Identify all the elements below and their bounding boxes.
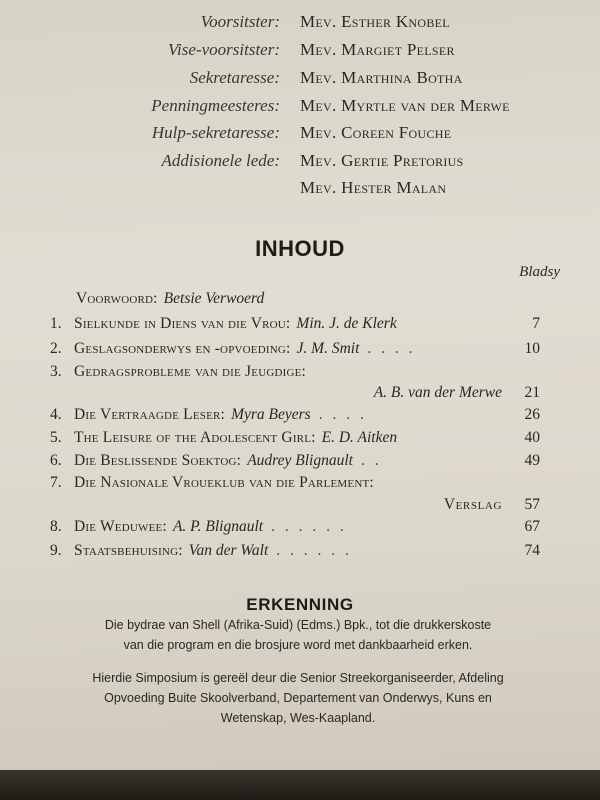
- entry-number: 7.: [50, 474, 62, 491]
- entry-number: 8.: [50, 518, 62, 535]
- committee-name: Mev. Gertie Pretorius: [300, 151, 464, 170]
- entry-page: 21: [524, 384, 540, 401]
- contents-entry: [50, 518, 550, 542]
- foreword-line: [76, 290, 576, 314]
- entry-page: 7: [532, 315, 540, 332]
- entry-title: Geslagsonderwys en -opvoeding:: [74, 340, 291, 357]
- acknowledgement-text: [48, 615, 548, 655]
- entry-number: 9.: [50, 542, 62, 559]
- contents-entry: [50, 452, 550, 476]
- entry-title: Die Weduwee:: [74, 518, 167, 535]
- entry-number: 1.: [50, 315, 62, 332]
- committee-name: Mev. Hester Malan: [300, 178, 447, 197]
- entry-leader: . . . . . .: [271, 518, 347, 535]
- entry-page: 57: [524, 496, 540, 513]
- committee-role: Hulp-sekretaresse:: [151, 123, 280, 142]
- contents-entry-continuation: [50, 384, 550, 408]
- entry-leader: . . . . . .: [276, 542, 352, 559]
- entry-page: 10: [524, 340, 540, 357]
- entry-author: Verslag: [443, 496, 502, 513]
- background-surface: [0, 770, 600, 800]
- contents-entry: [50, 542, 550, 566]
- organiser-line: Opvoeding Buite Skoolverband, Departement van Onderwys, Kuns en: [104, 691, 492, 705]
- contents-entry: [50, 406, 550, 430]
- entry-leader: . . . .: [367, 340, 416, 357]
- page-column-label: Bladsy: [519, 264, 560, 280]
- entry-number: 3.: [50, 363, 62, 380]
- entry-author: Audrey Blignault: [247, 452, 353, 469]
- entry-number: 2.: [50, 340, 62, 357]
- foreword-label: Voorwoord:: [76, 290, 158, 307]
- contents-heading: INHOUD: [255, 236, 345, 261]
- committee-role: Voorsitster:: [200, 12, 280, 31]
- entry-author: A. P. Blignault: [172, 518, 264, 535]
- committee-name: Mev. Marthina Botha: [300, 68, 463, 87]
- committee-role: Sekretaresse:: [189, 68, 280, 87]
- entry-author: Van der Walt: [188, 542, 269, 559]
- entry-leader: . . . .: [318, 406, 367, 423]
- committee-name: Mev. Margiet Pelser: [300, 40, 455, 59]
- entry-author: Myra Beyers: [231, 406, 311, 423]
- entry-number: 6.: [50, 452, 62, 469]
- committee-name: Mev. Esther Knobel: [300, 12, 450, 31]
- contents-entry: [50, 340, 550, 364]
- acknowledgement-line: Die bydrae van Shell (Afrika-Suid) (Edms.) Bpk., tot die drukkerskoste: [104, 618, 492, 632]
- entry-number: 5.: [50, 429, 62, 446]
- entry-page: 40: [524, 429, 540, 446]
- committee-role: Penningmeesteres:: [151, 96, 280, 115]
- organiser-line: Wetenskap, Wes-Kaapland.: [220, 711, 376, 725]
- entry-page: 26: [524, 406, 540, 423]
- entry-title: Sielkunde in Diens van die Vrou:: [74, 315, 291, 332]
- foreword-author: Betsie Verwoerd: [163, 290, 265, 307]
- acknowledgement-line: van die program en die brosjure word met dankbaarheid erken.: [123, 638, 473, 652]
- entry-title: Gedragsprobleme van die Jeugdige:: [74, 363, 307, 380]
- entry-title: The Leisure of the Adolescent Girl:: [74, 429, 316, 446]
- entry-page: 74: [524, 542, 540, 559]
- entry-number: 4.: [50, 406, 62, 423]
- entry-page: 67: [524, 518, 540, 535]
- contents-entry: [50, 429, 550, 453]
- entry-title: Die Beslissende Soektog:: [74, 452, 242, 469]
- committee-role: Vise-voorsitster:: [167, 40, 280, 59]
- contents-entry: [50, 474, 550, 498]
- entry-title: Staatsbehuising:: [74, 542, 183, 559]
- committee-name: Mev. Coreen Fouche: [300, 123, 452, 142]
- organiser-line: Hierdie Simposium is gereël deur die Senior Streekorganiseerder, Afdeling: [92, 671, 504, 685]
- contents-entry: [50, 315, 550, 339]
- committee-role: Addisionele lede:: [161, 151, 280, 170]
- entry-title: Die Vertraagde Leser:: [74, 406, 226, 423]
- entry-page: 49: [524, 452, 540, 469]
- committee-name: Mev. Myrtle van der Merwe: [300, 96, 510, 115]
- contents-entry-continuation: [50, 496, 550, 520]
- entry-author: E. D. Aitken: [321, 429, 398, 446]
- acknowledgement-heading: ERKENNING: [246, 595, 354, 614]
- entry-leader: . .: [360, 452, 382, 469]
- entry-author: Min. J. de Klerk: [296, 315, 397, 332]
- entry-author: J. M. Smit: [296, 340, 360, 357]
- entry-title: Die Nasionale Vroueklub van die Parlement:: [74, 474, 374, 491]
- entry-author: A. B. van der Merwe: [373, 384, 502, 401]
- organiser-text: [48, 668, 548, 728]
